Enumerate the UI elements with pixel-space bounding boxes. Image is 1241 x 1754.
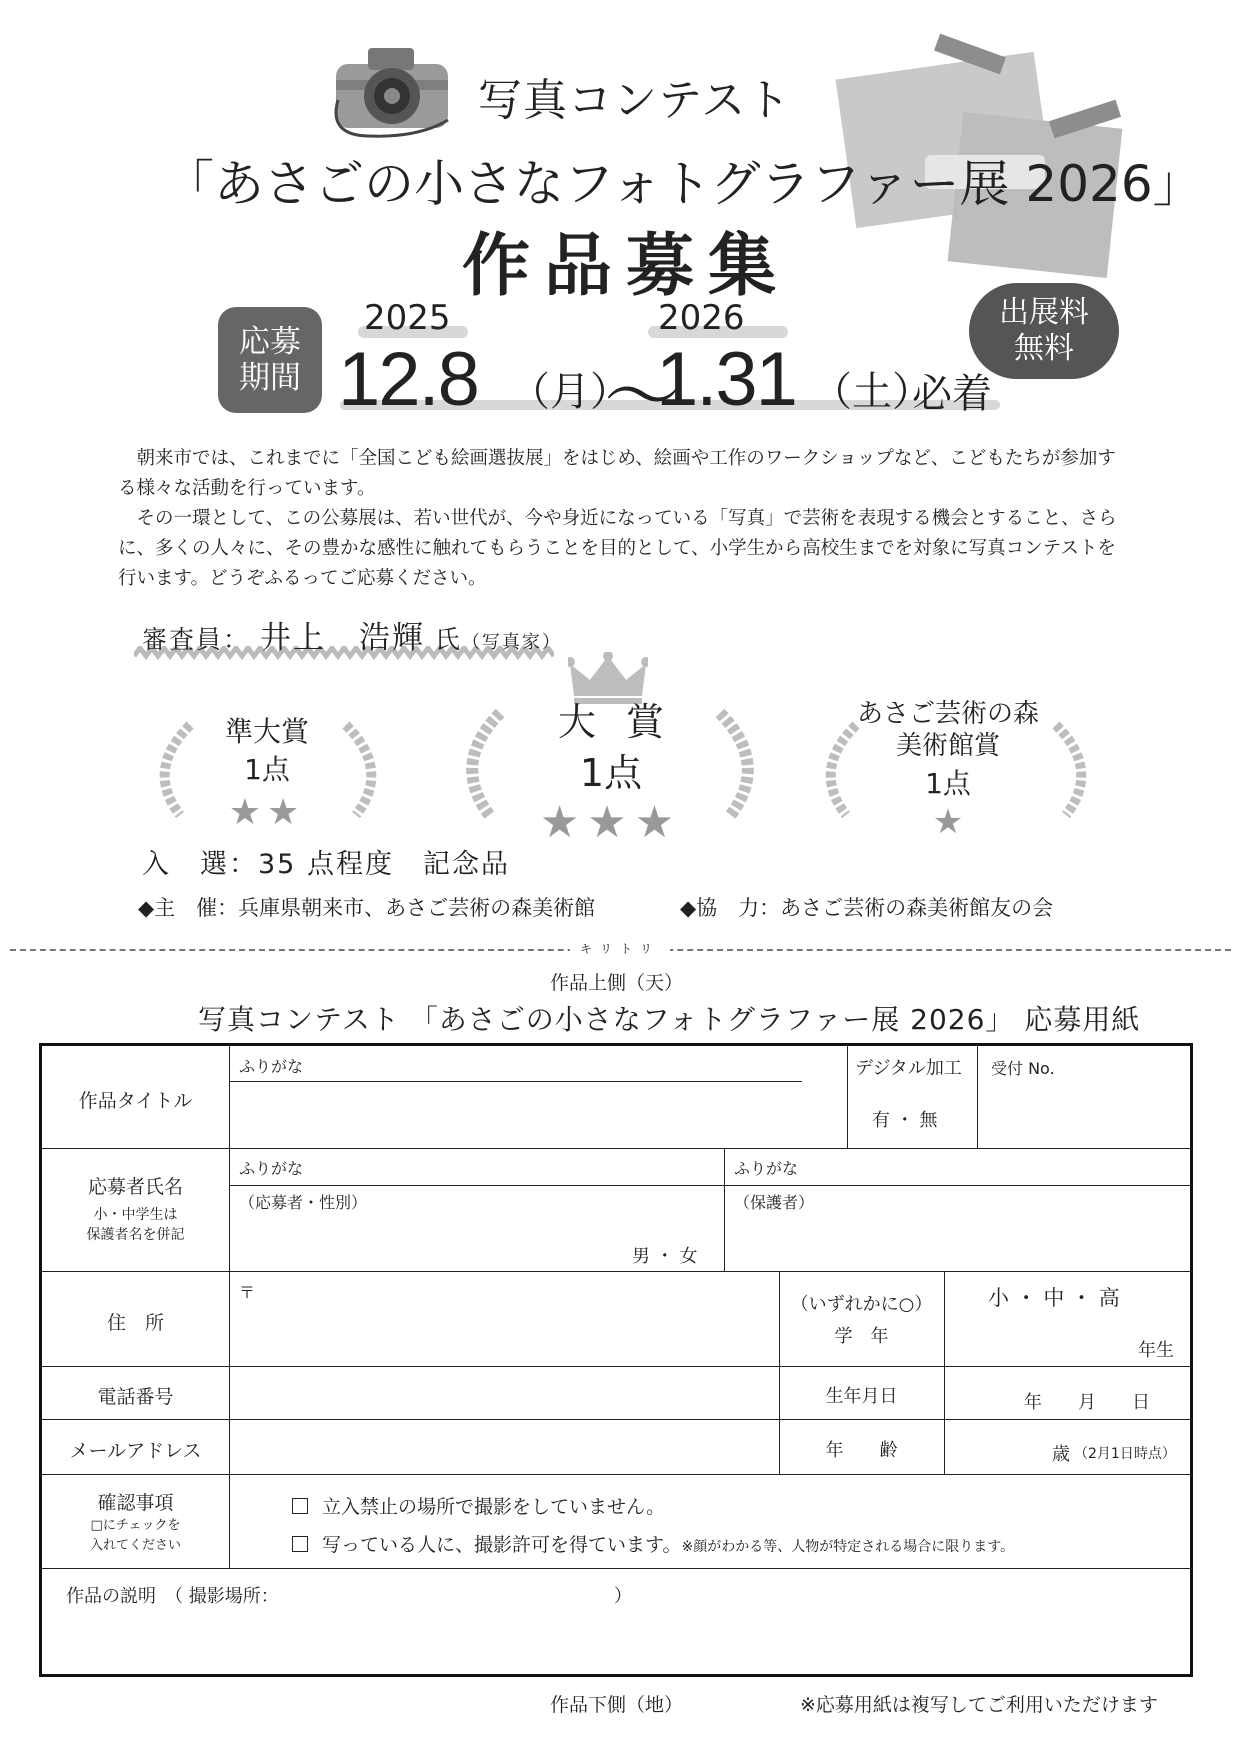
applicant-note-1: 小・中学生は	[93, 1207, 178, 1223]
checkbox[interactable]	[292, 1536, 308, 1552]
form-top-label: 作品上側（天）	[550, 972, 684, 994]
period-badge-text: 応募期間	[239, 324, 301, 396]
furigana-label: ふりがな	[239, 1159, 304, 1178]
age-label: 年 齢	[825, 1440, 898, 1461]
form-bottom-label: 作品下側（地）	[550, 1694, 684, 1716]
prize-title-line1: あさご芸術の森	[856, 699, 1039, 729]
guardian-name-field[interactable]	[726, 1212, 1188, 1268]
intro-paragraph-2: その一環として、この公募展は、若い世代が、今や身近になっている「写真」で芸術を表現する機会とすること、さらに、多くの人々に、その豊かな感性に触れてもらうことを目的として、小学生から高校生までを対象に写真コンテストを行います。どうぞふるってご応募ください。	[118, 508, 1117, 589]
contest-subtitle: 写真コンテスト	[478, 75, 792, 126]
digital-options[interactable]: 有 ・ 無	[872, 1110, 938, 1131]
intro-paragraph-1: 朝来市では、これまでに「全国こども絵画選抜展」をはじめ、絵画や工作のワークショップなど、こどもたちが参加する様々な活動を行っています。	[118, 448, 1116, 499]
star-icons: ★★★	[539, 797, 683, 848]
applicant-label: 応募者氏名	[87, 1176, 183, 1198]
birthday-fields[interactable]: 年 月 日	[1024, 1392, 1150, 1413]
description-close: ）	[614, 1586, 632, 1607]
start-date: 12.8	[338, 337, 478, 422]
digital-label: デジタル加工	[855, 1058, 962, 1079]
email-field[interactable]	[230, 1421, 778, 1473]
judge-role: （写真家）	[461, 632, 562, 653]
fee-badge-line1: 出展料	[999, 295, 1089, 330]
check-item-2[interactable]	[292, 1530, 1014, 1557]
cut-label: キリトリ	[570, 940, 670, 957]
fee-badge	[969, 283, 1119, 379]
prize-title: 大賞	[557, 700, 694, 744]
email-label: メールアドレス	[69, 1440, 202, 1462]
furigana-label: ふりがな	[734, 1159, 799, 1178]
intro-text	[118, 444, 1118, 594]
confirm-note-1: □にチェックを	[90, 1518, 181, 1533]
postal-mark: 〒	[239, 1283, 256, 1302]
check-item-2-note: ※顔がわかる等、人物が特定される場合に限ります。	[681, 1539, 1015, 1555]
deadline-suffix: 必着	[912, 371, 992, 417]
grade-suffix: 年生	[1138, 1340, 1174, 1361]
prize-junior	[178, 716, 356, 833]
prize-museum	[846, 698, 1050, 842]
end-date: 1.31	[656, 337, 796, 422]
prize-grand	[506, 702, 716, 848]
applicant-name-field[interactable]	[230, 1212, 610, 1268]
check-item-1-text: 立入禁止の場所で撮影をしていません。	[322, 1496, 666, 1518]
confirm-note-2: 入れてください	[89, 1538, 181, 1553]
gender-options[interactable]: 男 ・ 女	[632, 1246, 698, 1267]
address-field[interactable]	[230, 1273, 778, 1365]
laurel-icon	[1046, 720, 1106, 820]
copy-note: ※応募用紙は複写してご利用いただけます	[800, 1694, 1158, 1716]
laurel-icon	[710, 708, 774, 820]
organizer: ◆主 催：兵庫県朝来市、あさご芸術の森美術館	[138, 896, 596, 920]
start-dow: （月）	[510, 369, 630, 415]
form-title: 写真コンテスト 「あさごの小さなフォトグラファー展 2026」 応募用紙	[198, 1003, 1141, 1036]
furigana-label: ふりがな	[239, 1057, 304, 1076]
judge-name: 井上 浩輝	[259, 620, 425, 656]
fee-badge-line2: 無料	[1014, 331, 1074, 366]
nyusen: 入 選：35 点程度 記念品	[142, 849, 510, 880]
school-options[interactable]: 小 ・ 中 ・ 高	[988, 1286, 1120, 1310]
star-icon: ★	[932, 802, 964, 842]
birthday-label: 生年月日	[825, 1386, 898, 1407]
start-year: 2025	[364, 298, 451, 338]
end-year: 2026	[658, 298, 745, 338]
address-label: 住 所	[106, 1312, 164, 1334]
check-item-2-text: 写っている人に、撮影許可を得ています。	[322, 1534, 682, 1556]
cooperation: ◆協 力：あさご芸術の森美術館友の会	[680, 896, 1054, 920]
judge-honorific: 氏	[434, 625, 462, 654]
grade-note: （いずれかに○）	[790, 1294, 933, 1315]
crown-icon	[568, 652, 648, 704]
applicant-sub-label: （応募者・性別）	[239, 1193, 368, 1212]
prize-title-line2: 美術館賞	[895, 731, 1000, 761]
work-title-field[interactable]	[230, 1083, 846, 1147]
confirm-label: 確認事項	[97, 1492, 174, 1514]
star-icons: ★★	[228, 792, 306, 833]
judge	[142, 612, 562, 657]
applicant-note-2: 保護者名を併記	[86, 1227, 185, 1243]
prize-count: 1点	[925, 767, 971, 800]
laurel-icon	[446, 708, 510, 820]
description-label: 作品の説明 （ 撮影場所：	[66, 1586, 279, 1607]
camera-illustration	[328, 40, 458, 140]
contest-title: 「あさごの小さなフォトグラファー展 2026」	[164, 155, 1203, 213]
prize-title: 準大賞	[224, 715, 309, 748]
prize-count: 1点	[244, 753, 290, 786]
judge-label: 審査員：	[142, 625, 251, 654]
check-item-1[interactable]	[292, 1492, 665, 1519]
tilde: ～	[604, 355, 678, 440]
grade-label: 学 年	[834, 1326, 889, 1347]
application-form	[39, 1043, 1193, 1677]
prize-count: 1点	[579, 751, 643, 795]
age-note: （2月1日時点）	[1074, 1446, 1176, 1462]
phone-label: 電話番号	[97, 1386, 174, 1408]
phone-field[interactable]	[230, 1368, 778, 1418]
headline: 作品募集	[462, 227, 791, 306]
end-dow: （土）	[812, 369, 932, 415]
period-badge	[218, 307, 322, 413]
receipt-label: 受付 No.	[991, 1059, 1055, 1078]
guardian-sub-label: （保護者）	[734, 1193, 815, 1212]
description-field[interactable]	[46, 1611, 1186, 1673]
checkbox[interactable]	[292, 1498, 308, 1514]
work-title-label: 作品タイトル	[78, 1090, 193, 1112]
age-suffix: 歳	[1052, 1444, 1070, 1465]
